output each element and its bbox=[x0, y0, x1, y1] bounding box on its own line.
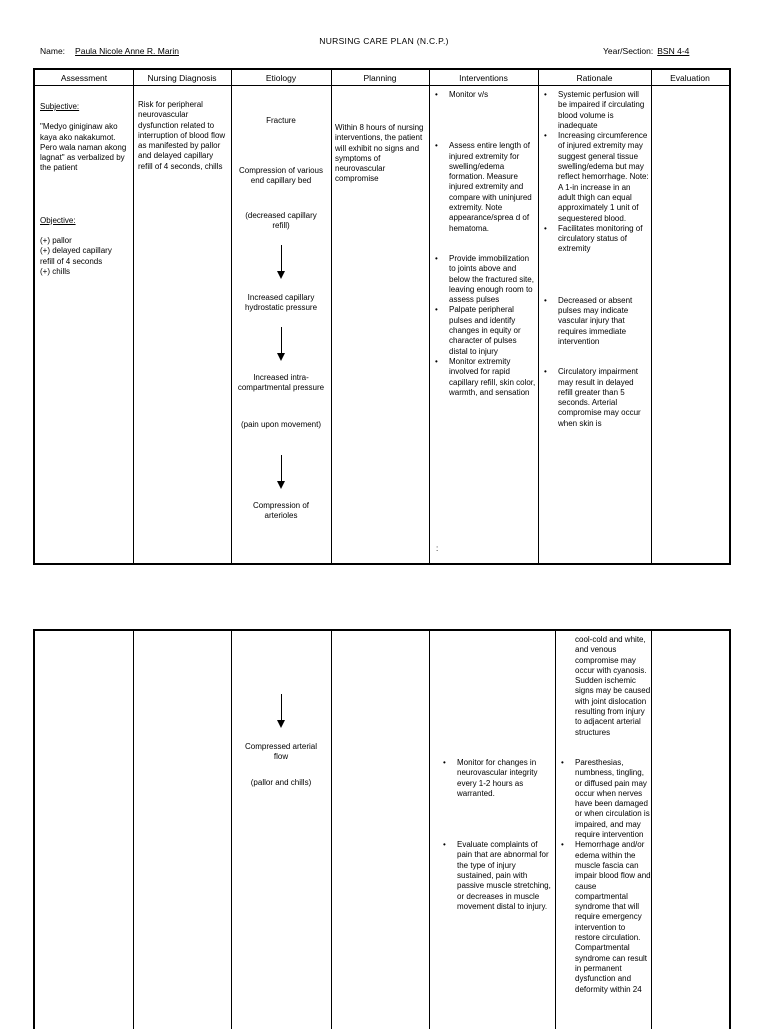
etiology-intracompartmental: Increased intra-compartmental pressure bbox=[237, 373, 325, 393]
subjective-label: Subjective: bbox=[40, 102, 80, 111]
flow-arrow-down bbox=[276, 327, 286, 361]
section-value: BSN 4-4 bbox=[657, 46, 690, 56]
col-header-assessment: Assessment bbox=[60, 73, 108, 83]
rationale-item: • Hemorrhage and/or edema within the muscle fascia can impair blood flow and cause compartmental syndrome that will require emergency intervention to restore circulation. Compartmental syndrome can result in permanent dysfunction and deformity within 24 bbox=[557, 840, 651, 994]
col-divider bbox=[429, 70, 430, 563]
document-title: NURSING CARE PLAN (N.C.P.) bbox=[319, 36, 449, 46]
header-divider bbox=[35, 85, 729, 86]
assessment-cell bbox=[40, 102, 128, 277]
etiology-hydrostatic: Increased capillary hydrostatic pressure bbox=[244, 293, 318, 313]
col-header-etiology: Etiology bbox=[265, 73, 297, 83]
name-value: Paula Nicole Anne R. Marin bbox=[75, 46, 179, 56]
rationale-item: • Systemic perfusion will be impaired if circulating blood volume is inadequate bbox=[540, 90, 650, 131]
flow-arrow-down bbox=[276, 245, 286, 279]
interventions-list-continued bbox=[439, 758, 553, 912]
objective-list bbox=[40, 236, 128, 277]
rationale-list-continued bbox=[557, 758, 651, 995]
col-header-planning: Planning bbox=[363, 73, 397, 83]
etiology-decreased-refill: (decreased capillary refill) bbox=[245, 211, 317, 231]
objective-label: Objective: bbox=[40, 215, 76, 225]
col-header-diagnosis: Nursing Diagnosis bbox=[147, 73, 217, 83]
interventions-trailing-mark: : bbox=[436, 544, 439, 553]
section-label: Year/Section: bbox=[603, 46, 654, 56]
objective-item: (+) chills bbox=[40, 266, 71, 276]
rationale-item: • Increasing circumference of injured extremity may suggest general tissue swelling/edema but may reflect hemorrhage. Note: A 1-in increase in an adult thigh can equal approximately 1 unit of sequestered blood. bbox=[540, 131, 650, 224]
col-header-interventions: Interventions bbox=[459, 73, 508, 83]
rationale-item: • Circulatory impairment may result in delayed refill greater than 5 seconds. Arterial compromise may occur when skin is bbox=[540, 367, 650, 429]
col-divider bbox=[538, 70, 539, 563]
intervention-item: • Monitor v/s bbox=[431, 90, 537, 100]
col-divider bbox=[331, 70, 332, 563]
col-header-rationale: Rationale bbox=[576, 73, 613, 83]
intervention-item: • Palpate peripheral pulses and identify changes in equity or character of pulses distal to injury bbox=[431, 305, 537, 356]
intervention-item: • Evaluate complaints of pain that are abnormal for the type of injury sustained, pain with passive muscle stretching, or decreases in muscle movement distal to injury. bbox=[439, 840, 553, 912]
rationale-continued-text: cool-cold and white, and venous compromise may occur with cyanosis. Sudden ischemic signs may be caused with joint dislocation resulting from injury to adjacent arterial structures bbox=[575, 635, 651, 737]
diagnosis-text: Risk for peripheral neurovascular dysfunction related to interruption of blood flow as manifested by pallor and delayed capillary refill of 4 seconds, chills bbox=[138, 100, 226, 171]
intervention-item: • Assess entire length of injured extremity for swelling/edema formation. Measure injured extremity and compare with uninjured extremity. Note appearance/sprea d of hematoma. bbox=[431, 141, 537, 234]
etiology-compressed-arterial: Compressed arterial flow bbox=[244, 742, 318, 762]
col-divider bbox=[133, 70, 134, 563]
intervention-item: • Monitor for changes in neurovascular integrity every 1-2 hours as warranted. bbox=[439, 758, 553, 799]
etiology-fracture: Fracture bbox=[266, 116, 296, 125]
planning-text: Within 8 hours of nursing interventions, the patient will exhibit no signs and symptoms of neurovascular compromise bbox=[335, 123, 424, 184]
objective-item: (+) pallor bbox=[40, 236, 72, 246]
etiology-pain-movement: (pain upon movement) bbox=[240, 420, 322, 429]
col-divider bbox=[133, 631, 134, 1029]
etiology-compression-end: Compression of various end capillary bed bbox=[238, 166, 324, 186]
col-divider bbox=[231, 70, 232, 563]
rationale-item: • Facilitates monitoring of circulatory status of extremity bbox=[540, 224, 650, 255]
rationale-list bbox=[540, 90, 650, 429]
subjective-text: "Medyo giniginaw ako kaya ako nakakumot. Pero wala naman akong lagnat" as verbalized by the patient bbox=[40, 122, 127, 173]
student-name bbox=[40, 46, 179, 56]
intervention-item: • Provide immobilization to joints above and below the fractured site, leaving enough room to assess pulses bbox=[431, 254, 537, 305]
interventions-list bbox=[431, 90, 537, 398]
care-plan-table-page-1 bbox=[33, 68, 731, 565]
col-divider bbox=[429, 631, 430, 1029]
care-plan-table-page-2 bbox=[33, 629, 731, 1029]
col-header-evaluation: Evaluation bbox=[670, 73, 710, 83]
year-section bbox=[603, 46, 689, 56]
col-divider bbox=[231, 631, 232, 1029]
col-divider bbox=[651, 631, 652, 1029]
etiology-pallor-chills: (pallor and chills) bbox=[250, 778, 312, 787]
col-divider bbox=[331, 631, 332, 1029]
rationale-item: • Decreased or absent pulses may indicate vascular injury that requires immediate intervention bbox=[540, 296, 650, 347]
flow-arrow-down bbox=[276, 455, 286, 489]
name-label: Name: bbox=[40, 46, 66, 56]
objective-item: (+) delayed capillary refill of 4 seconds bbox=[40, 246, 112, 266]
etiology-arterioles: Compression of arterioles bbox=[252, 501, 310, 521]
col-divider bbox=[651, 70, 652, 563]
col-divider bbox=[555, 631, 556, 1029]
flow-arrow-down bbox=[276, 694, 286, 728]
intervention-item: • Monitor extremity involved for rapid capillary refill, skin color, warmth, and sensation bbox=[431, 357, 537, 398]
rationale-item: • Paresthesias, numbness, tingling, or diffused pain may occur when nerves have been damaged or when circulation is impaired, and may require intervention bbox=[557, 758, 651, 840]
